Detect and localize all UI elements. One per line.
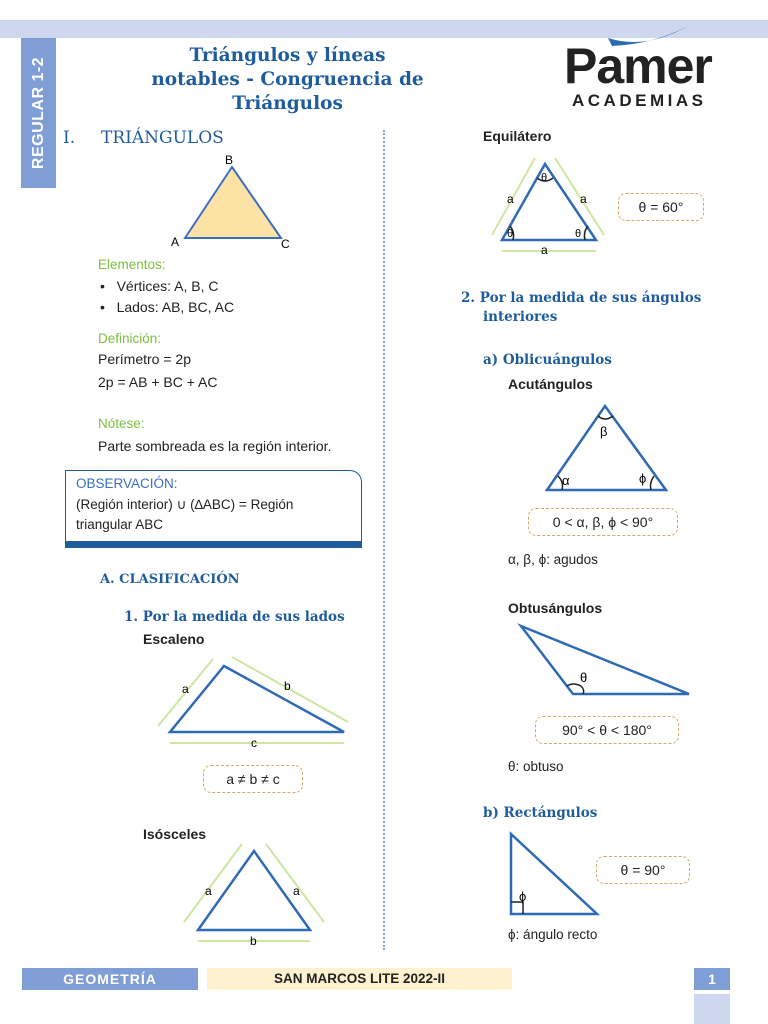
scalene-triangle-figure bbox=[150, 652, 360, 752]
obtuse-label: Obtusángulos bbox=[508, 600, 603, 616]
acute-angle-alpha: α bbox=[562, 473, 570, 488]
equilateral-angle-left: θ bbox=[507, 228, 514, 240]
acute-angle-beta: β bbox=[600, 424, 608, 439]
by-angles-line-1: 2. Por la medida de sus ángulos bbox=[461, 290, 702, 306]
isosceles-side-b: b bbox=[250, 934, 257, 948]
elements-label: Elementos: bbox=[98, 257, 166, 272]
footer-tab bbox=[694, 994, 730, 1024]
acute-formula: 0 < α, β, ϕ < 90° bbox=[528, 508, 678, 536]
title-line-3: Triángulos bbox=[232, 93, 343, 114]
right-triangle-figure bbox=[503, 828, 603, 920]
by-angles-line-2: interiores bbox=[483, 309, 558, 325]
page-title bbox=[110, 44, 465, 116]
obtuse-triangle-figure bbox=[515, 620, 695, 700]
triangle-abc-figure bbox=[165, 150, 300, 252]
equilateral-angle-right: θ bbox=[575, 228, 582, 240]
logo-word: Pamer bbox=[564, 38, 712, 94]
scalene-side-a: a bbox=[182, 682, 189, 696]
equilateral-label: Equilátero bbox=[483, 128, 552, 144]
section-heading-triangles bbox=[63, 128, 224, 148]
isosceles-label: Isósceles bbox=[143, 826, 207, 842]
footer-subject: GEOMETRÍA bbox=[22, 968, 198, 990]
definition-label: Definición: bbox=[98, 331, 162, 346]
obtuse-note: θ: obtuso bbox=[508, 759, 564, 774]
isosceles-side-a-right: a bbox=[293, 884, 300, 898]
observation-label: OBSERVACIÓN: bbox=[76, 476, 178, 491]
classification-heading: A. CLASIFICACIÓN bbox=[100, 572, 240, 587]
observation-box bbox=[65, 470, 362, 548]
definition-line-2: 2p = AB + BC + AC bbox=[98, 374, 218, 390]
scalene-formula: a ≠ b ≠ c bbox=[203, 765, 303, 793]
title-line-2: notables - Congruencia de bbox=[151, 69, 424, 90]
equilateral-side-right: a bbox=[580, 192, 587, 206]
section-number: I. bbox=[63, 128, 76, 148]
title-line-1: Triángulos y líneas bbox=[189, 45, 386, 66]
obtuse-angle-theta: θ bbox=[580, 670, 588, 685]
scalene-side-c: c bbox=[251, 736, 257, 750]
side-tab bbox=[21, 38, 56, 188]
equilateral-triangle-figure bbox=[488, 150, 610, 258]
logo-subtitle: ACADEMIAS bbox=[572, 91, 707, 110]
equilateral-side-bottom: a bbox=[541, 243, 548, 257]
column-divider bbox=[383, 130, 385, 950]
elements-list: • Vértices: A, B, C • Lados: AB, BC, AC bbox=[100, 278, 235, 315]
isosceles-triangle-figure bbox=[180, 840, 330, 950]
side-tab-label: REGULAR 1-2 bbox=[29, 56, 47, 170]
acute-triangle-figure bbox=[540, 400, 672, 496]
observation-line-2: triangular ABC bbox=[76, 517, 164, 532]
element-vertices: Vértices: A, B, C bbox=[116, 278, 219, 294]
note-text: Parte sombreada es la región interior. bbox=[98, 438, 332, 454]
equilateral-formula: θ = 60° bbox=[618, 193, 704, 221]
note-label: Nótese: bbox=[98, 416, 145, 431]
equilateral-angle-top: θ bbox=[541, 172, 548, 184]
oblique-heading: a) Oblicuángulos bbox=[483, 352, 612, 368]
vertex-a-label: A bbox=[171, 235, 180, 249]
acute-angle-phi: ϕ bbox=[639, 471, 647, 486]
right-angle-phi: ϕ bbox=[519, 889, 527, 904]
footer-page-number: 1 bbox=[694, 968, 730, 990]
acute-note: α, β, ϕ: agudos bbox=[508, 552, 598, 567]
equilateral-side-left: a bbox=[507, 192, 514, 206]
scalene-label: Escaleno bbox=[143, 631, 205, 647]
section-title: TRIÁNGULOS bbox=[101, 128, 224, 148]
footer-course: SAN MARCOS LITE 2022-II bbox=[207, 968, 512, 990]
element-sides: Lados: AB, BC, AC bbox=[116, 299, 235, 315]
acute-label: Acutángulos bbox=[508, 376, 593, 392]
by-sides-heading: 1. Por la medida de sus lados bbox=[124, 609, 345, 625]
scalene-side-b: b bbox=[284, 679, 291, 693]
right-note: ϕ: ángulo recto bbox=[508, 927, 598, 942]
observation-bar bbox=[65, 541, 362, 548]
definition-line-1: Perímetro = 2p bbox=[98, 351, 191, 367]
vertex-c-label: C bbox=[281, 237, 290, 251]
isosceles-side-a-left: a bbox=[205, 884, 212, 898]
right-heading: b) Rectángulos bbox=[483, 805, 598, 821]
obtuse-formula: 90° < θ < 180° bbox=[535, 716, 679, 744]
vertex-b-label: B bbox=[225, 153, 234, 167]
by-angles-heading bbox=[461, 289, 701, 327]
observation-line-1: (Región interior) ∪ (∆ABC) = Región bbox=[76, 497, 294, 512]
right-formula: θ = 90° bbox=[596, 856, 690, 884]
